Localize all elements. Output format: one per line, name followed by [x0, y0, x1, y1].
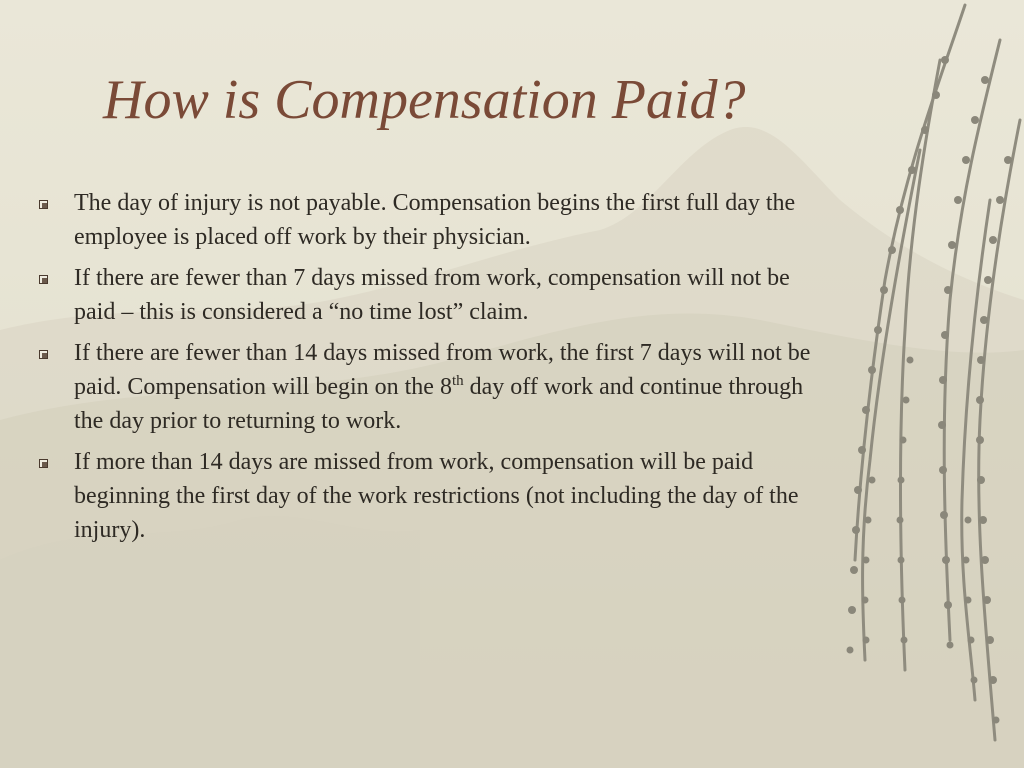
bullet-item — [36, 186, 836, 254]
slide-title: How is Compensation Paid? — [103, 69, 746, 131]
bullet-text: The day of injury is not payable. Compensation begins the first full day the employee is placed off work by their physician. — [74, 190, 796, 250]
bullet-text: If more than 14 days are missed from work, compensation will be paid beginning the first day of the work restrictions (not including the day of the injury). — [74, 449, 799, 543]
bullet-text-part: day off work and continue through the day prior to returning to work. — [74, 374, 804, 434]
square-bullet-icon — [39, 459, 48, 468]
bullet-item — [36, 336, 836, 438]
square-bullet-icon — [39, 200, 48, 209]
square-bullet-icon — [39, 275, 48, 284]
ordinal-superscript: th — [451, 373, 464, 389]
bullet-text-part: If there are fewer than 14 days missed from work, the first 7 days will not be paid. Compensation will begin on the 8 — [74, 340, 811, 400]
bullet-list — [36, 186, 836, 554]
bullet-item — [36, 445, 836, 547]
bullet-item — [36, 261, 836, 329]
bullet-text — [74, 340, 810, 434]
bullet-text: If there are fewer than 7 days missed from work, compensation will not be paid – this is considered a “no time lost” claim. — [74, 265, 790, 325]
square-bullet-icon — [39, 350, 48, 359]
